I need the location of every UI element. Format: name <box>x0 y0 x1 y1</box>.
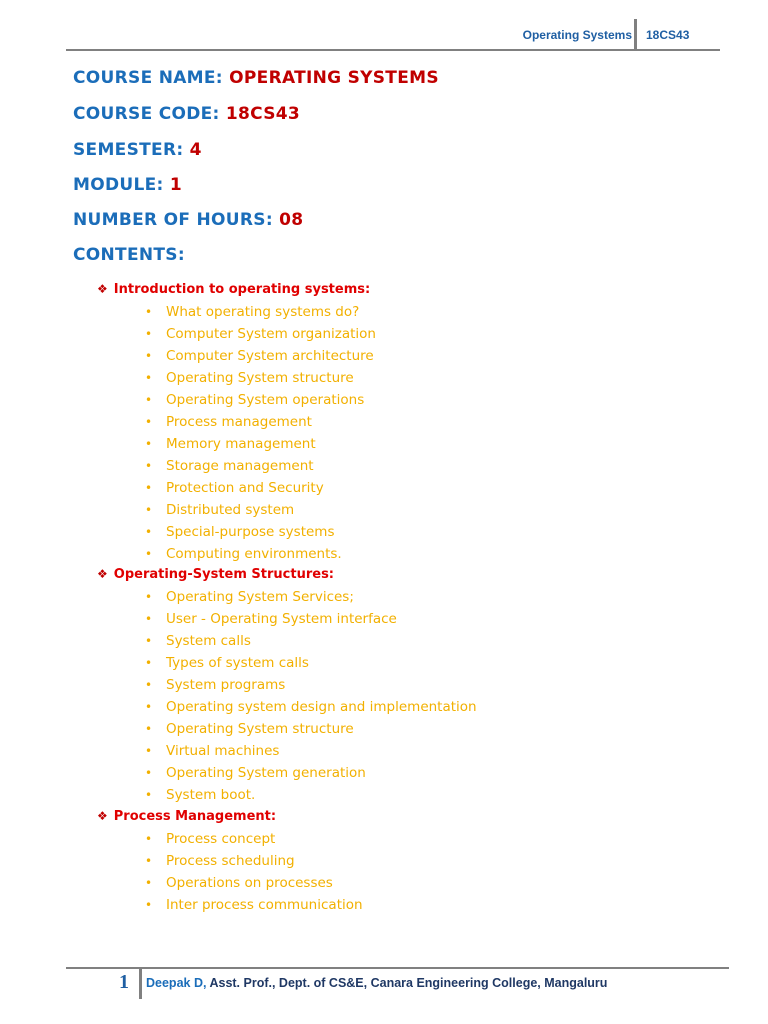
list-item: • Process concept <box>145 828 363 850</box>
list-item: • Computer System architecture <box>145 345 376 367</box>
section-heading <box>97 282 370 297</box>
bullet-icon: • <box>145 744 153 758</box>
list-item: • Operations on processes <box>145 872 363 894</box>
bullet-icon: • <box>145 481 153 495</box>
bullet-icon: • <box>145 656 153 670</box>
bullet-icon: • <box>145 525 153 539</box>
page-number: 1 <box>119 971 129 993</box>
author-affiliation: Asst. Prof., Dept. of CS&E, Canara Engineering College, Mangaluru <box>206 976 608 990</box>
bullet-icon: • <box>145 722 153 736</box>
page-header <box>66 19 720 51</box>
course-name-value: OPERATING SYSTEMS <box>229 68 439 88</box>
hours-line <box>73 210 303 230</box>
bullet-icon: • <box>145 393 153 407</box>
footer-divider <box>139 969 142 999</box>
page-footer <box>66 967 729 1001</box>
course-code-label: COURSE CODE: <box>73 104 220 124</box>
bullet-icon: • <box>145 503 153 517</box>
semester-value: 4 <box>189 140 202 160</box>
bullet-icon: • <box>145 766 153 780</box>
list-item: • Operating System operations <box>145 389 376 411</box>
list-item: • Operating System Services; <box>145 586 477 608</box>
bullet-icon: • <box>145 876 153 890</box>
list-item: • Computer System organization <box>145 323 376 345</box>
hours-label: NUMBER OF HOURS: <box>73 210 273 230</box>
list-item: • What operating systems do? <box>145 301 376 323</box>
list-item: • Operating System structure <box>145 367 376 389</box>
module-value: 1 <box>169 175 182 195</box>
section-heading <box>97 567 334 582</box>
list-item: • Process management <box>145 411 376 433</box>
diamond-bullet-icon: ❖ <box>97 567 108 581</box>
bullet-icon: • <box>145 327 153 341</box>
list-item: • System programs <box>145 674 477 696</box>
bullet-icon: • <box>145 371 153 385</box>
header-divider <box>634 19 637 49</box>
list-item: • Memory management <box>145 433 376 455</box>
course-name-label: COURSE NAME: <box>73 68 223 88</box>
section-items-list <box>145 301 376 565</box>
course-code-value: 18CS43 <box>225 104 301 124</box>
bullet-icon: • <box>145 788 153 802</box>
list-item: • Types of system calls <box>145 652 477 674</box>
section-title: Introduction to operating systems: <box>113 282 371 297</box>
list-item: • Distributed system <box>145 499 376 521</box>
header-title: Operating Systems <box>522 28 632 42</box>
bullet-icon: • <box>145 678 153 692</box>
diamond-bullet-icon: ❖ <box>97 809 108 823</box>
list-item: • Special-purpose systems <box>145 521 376 543</box>
bullet-icon: • <box>145 437 153 451</box>
list-item: • Inter process communication <box>145 894 363 916</box>
diamond-bullet-icon: ❖ <box>97 282 108 296</box>
bullet-icon: • <box>145 415 153 429</box>
bullet-icon: • <box>145 898 153 912</box>
bullet-icon: • <box>145 700 153 714</box>
list-item: • User - Operating System interface <box>145 608 477 630</box>
list-item: • Process scheduling <box>145 850 363 872</box>
contents-label: CONTENTS: <box>73 245 185 265</box>
bullet-icon: • <box>145 634 153 648</box>
author-name: Deepak D, <box>146 976 207 990</box>
section-items-list <box>145 828 363 916</box>
module-line <box>73 175 182 195</box>
bullet-icon: • <box>145 590 153 604</box>
bullet-icon: • <box>145 349 153 363</box>
list-item: • Protection and Security <box>145 477 376 499</box>
course-code-line <box>73 104 300 124</box>
section-items-list <box>145 586 477 806</box>
section-title: Process Management: <box>113 809 277 824</box>
list-item: • System calls <box>145 630 477 652</box>
footer-credit <box>146 976 607 990</box>
header-course-code: 18CS43 <box>646 28 690 42</box>
semester-line <box>73 140 202 160</box>
section-heading <box>97 809 276 824</box>
course-name-line <box>73 68 439 88</box>
semester-label: SEMESTER: <box>73 140 184 160</box>
hours-value: 08 <box>279 210 304 230</box>
bullet-icon: • <box>145 832 153 846</box>
list-item: • Storage management <box>145 455 376 477</box>
module-label: MODULE: <box>73 175 164 195</box>
list-item: • Operating System structure <box>145 718 477 740</box>
list-item: • Virtual machines <box>145 740 477 762</box>
bullet-icon: • <box>145 305 153 319</box>
list-item: • Computing environments. <box>145 543 376 565</box>
bullet-icon: • <box>145 612 153 626</box>
bullet-icon: • <box>145 854 153 868</box>
section-title: Operating-System Structures: <box>113 567 335 582</box>
list-item: • Operating system design and implementation <box>145 696 477 718</box>
contents-line <box>73 245 185 265</box>
list-item: • System boot. <box>145 784 477 806</box>
bullet-icon: • <box>145 459 153 473</box>
list-item: • Operating System generation <box>145 762 477 784</box>
bullet-icon: • <box>145 547 153 561</box>
